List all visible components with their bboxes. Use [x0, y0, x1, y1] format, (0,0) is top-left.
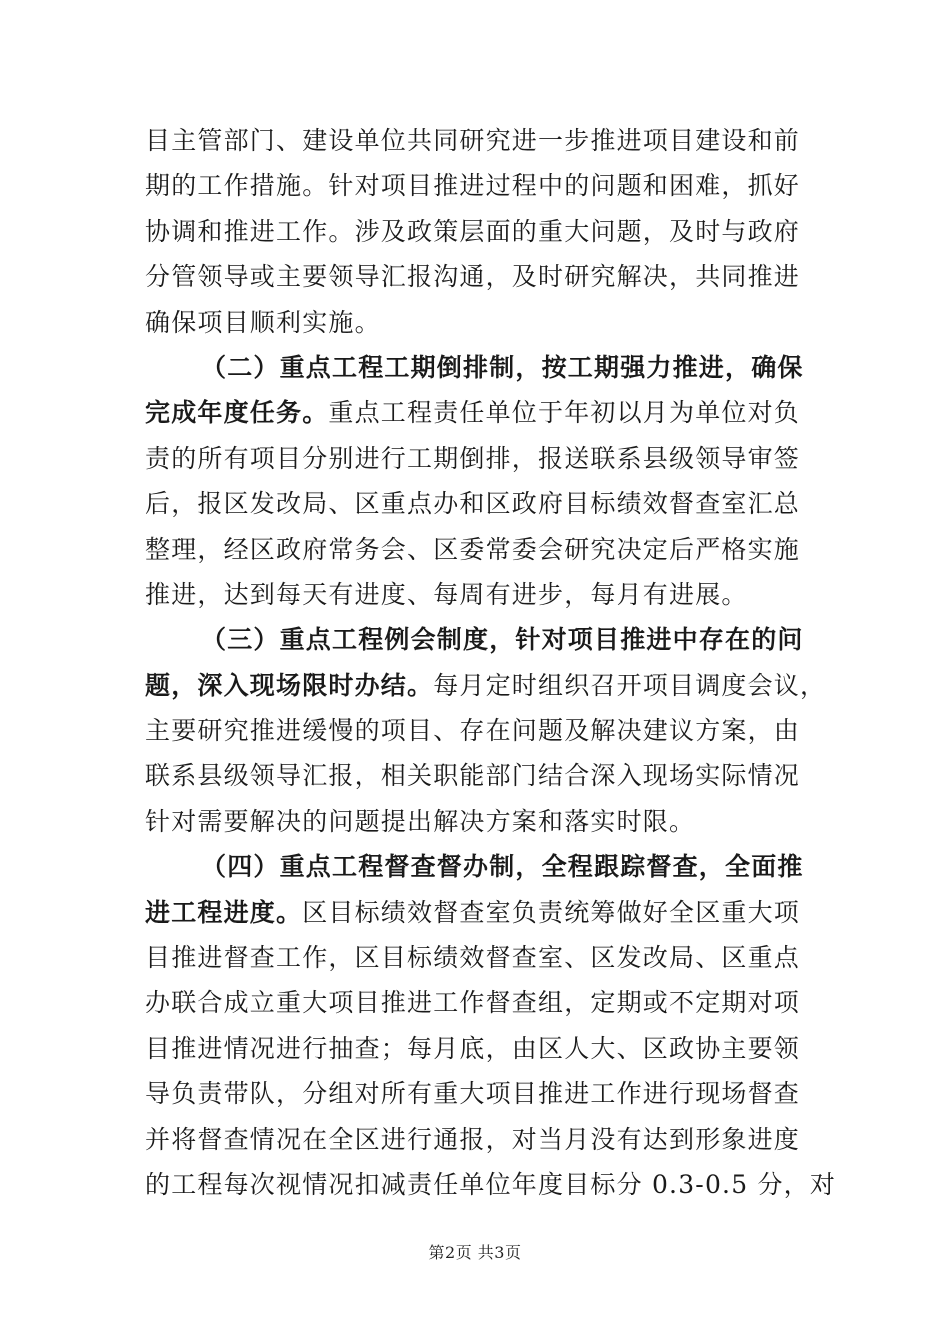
body-text: 重点工程责任单位于年初以月为单位对负: [328, 398, 801, 428]
body-text: 每月定时组织召开项目调度会议，: [433, 670, 827, 700]
text-line: [145, 753, 807, 798]
body-text: 分管领导或主要领导汇报沟通，及时研究解决，共同推进: [145, 262, 801, 292]
body-text: 导负责带队，分组对所有重大项目推进工作进行现场督查: [145, 1079, 801, 1109]
bold-heading-text: （四）重点工程督查督办制，全程跟踪督查，全面推: [201, 852, 804, 882]
text-line: [145, 163, 807, 208]
text-line: [145, 1026, 807, 1071]
document-body: [145, 118, 837, 1207]
text-line: [145, 481, 807, 526]
text-line: [145, 1117, 807, 1162]
text-line: [145, 708, 807, 753]
text-line: [145, 890, 807, 935]
body-text: 期的工作措施。针对项目推进过程中的问题和困难，抓好: [145, 171, 801, 201]
body-text: 主要研究推进缓慢的项目、存在问题及解决建议方案，由: [145, 716, 801, 746]
body-text: 目主管部门、建设单位共同研究进一步推进项目建设和前: [145, 126, 801, 155]
text-line: [145, 118, 807, 163]
text-line: [145, 663, 827, 708]
body-text: 的工程每次视情况扣减责任单位年度目标分 0.3-0.5 分，对: [145, 1169, 837, 1199]
text-line: [145, 980, 807, 1025]
paragraph-p3: [145, 617, 827, 844]
text-line: [145, 617, 807, 662]
paragraph-p2: [145, 345, 807, 617]
bold-heading-text: （三）重点工程例会制度，针对项目推进中存在的问: [201, 625, 804, 655]
text-line: [145, 572, 807, 617]
bold-heading-text: 题，深入现场限时办结。: [145, 670, 434, 700]
body-text: 确保项目顺利实施。: [145, 307, 381, 337]
body-text: 整理，经区政府常务会、区委常委会研究决定后严格实施: [145, 534, 801, 564]
bold-heading-text: 完成年度任务。: [145, 398, 329, 428]
text-line: [145, 799, 807, 844]
body-text: 后，报区发改局、区重点办和区政府目标绩效督查室汇总: [145, 489, 801, 519]
text-line: [145, 1071, 807, 1116]
body-text: 目推进督查工作，区目标绩效督查室、区发改局、区重点: [145, 943, 801, 973]
body-text: 联系县级领导汇报，相关职能部门结合深入现场实际情况: [145, 761, 801, 791]
text-line: [145, 390, 807, 435]
text-line: [145, 436, 807, 481]
body-text: 办联合成立重大项目推进工作督查组，定期或不定期对项: [145, 988, 801, 1018]
text-line: [145, 527, 807, 572]
paragraph-p1: [145, 118, 807, 345]
text-line: [145, 935, 807, 980]
body-text: 并将督查情况在全区进行通报，对当月没有达到形象进度: [145, 1124, 801, 1154]
text-line: [145, 209, 807, 254]
body-text: 推进，达到每天有进度、每周有进步，每月有进展。: [145, 579, 748, 609]
body-text: 协调和推进工作。涉及政策层面的重大问题，及时与政府: [145, 216, 801, 246]
text-line: [145, 1162, 837, 1207]
bold-heading-text: 进工程进度。: [145, 897, 303, 927]
body-text: 区目标绩效督查室负责统筹做好全区重大项: [302, 897, 801, 927]
text-line: [145, 254, 807, 299]
body-text: 责的所有项目分别进行工期倒排，报送联系县级领导审签: [145, 443, 801, 473]
paragraph-p4: [145, 844, 837, 1207]
text-line: [145, 345, 807, 390]
body-text: 针对需要解决的问题提出解决方案和落实时限。: [145, 806, 696, 836]
text-line: [145, 844, 807, 889]
page-footer: 第2页 共3页: [428, 1243, 522, 1262]
text-line: [145, 300, 807, 345]
bold-heading-text: （二）重点工程工期倒排制，按工期强力推进，确保: [201, 352, 804, 382]
body-text: 目推进情况进行抽查；每月底，由区人大、区政协主要领: [145, 1033, 801, 1063]
